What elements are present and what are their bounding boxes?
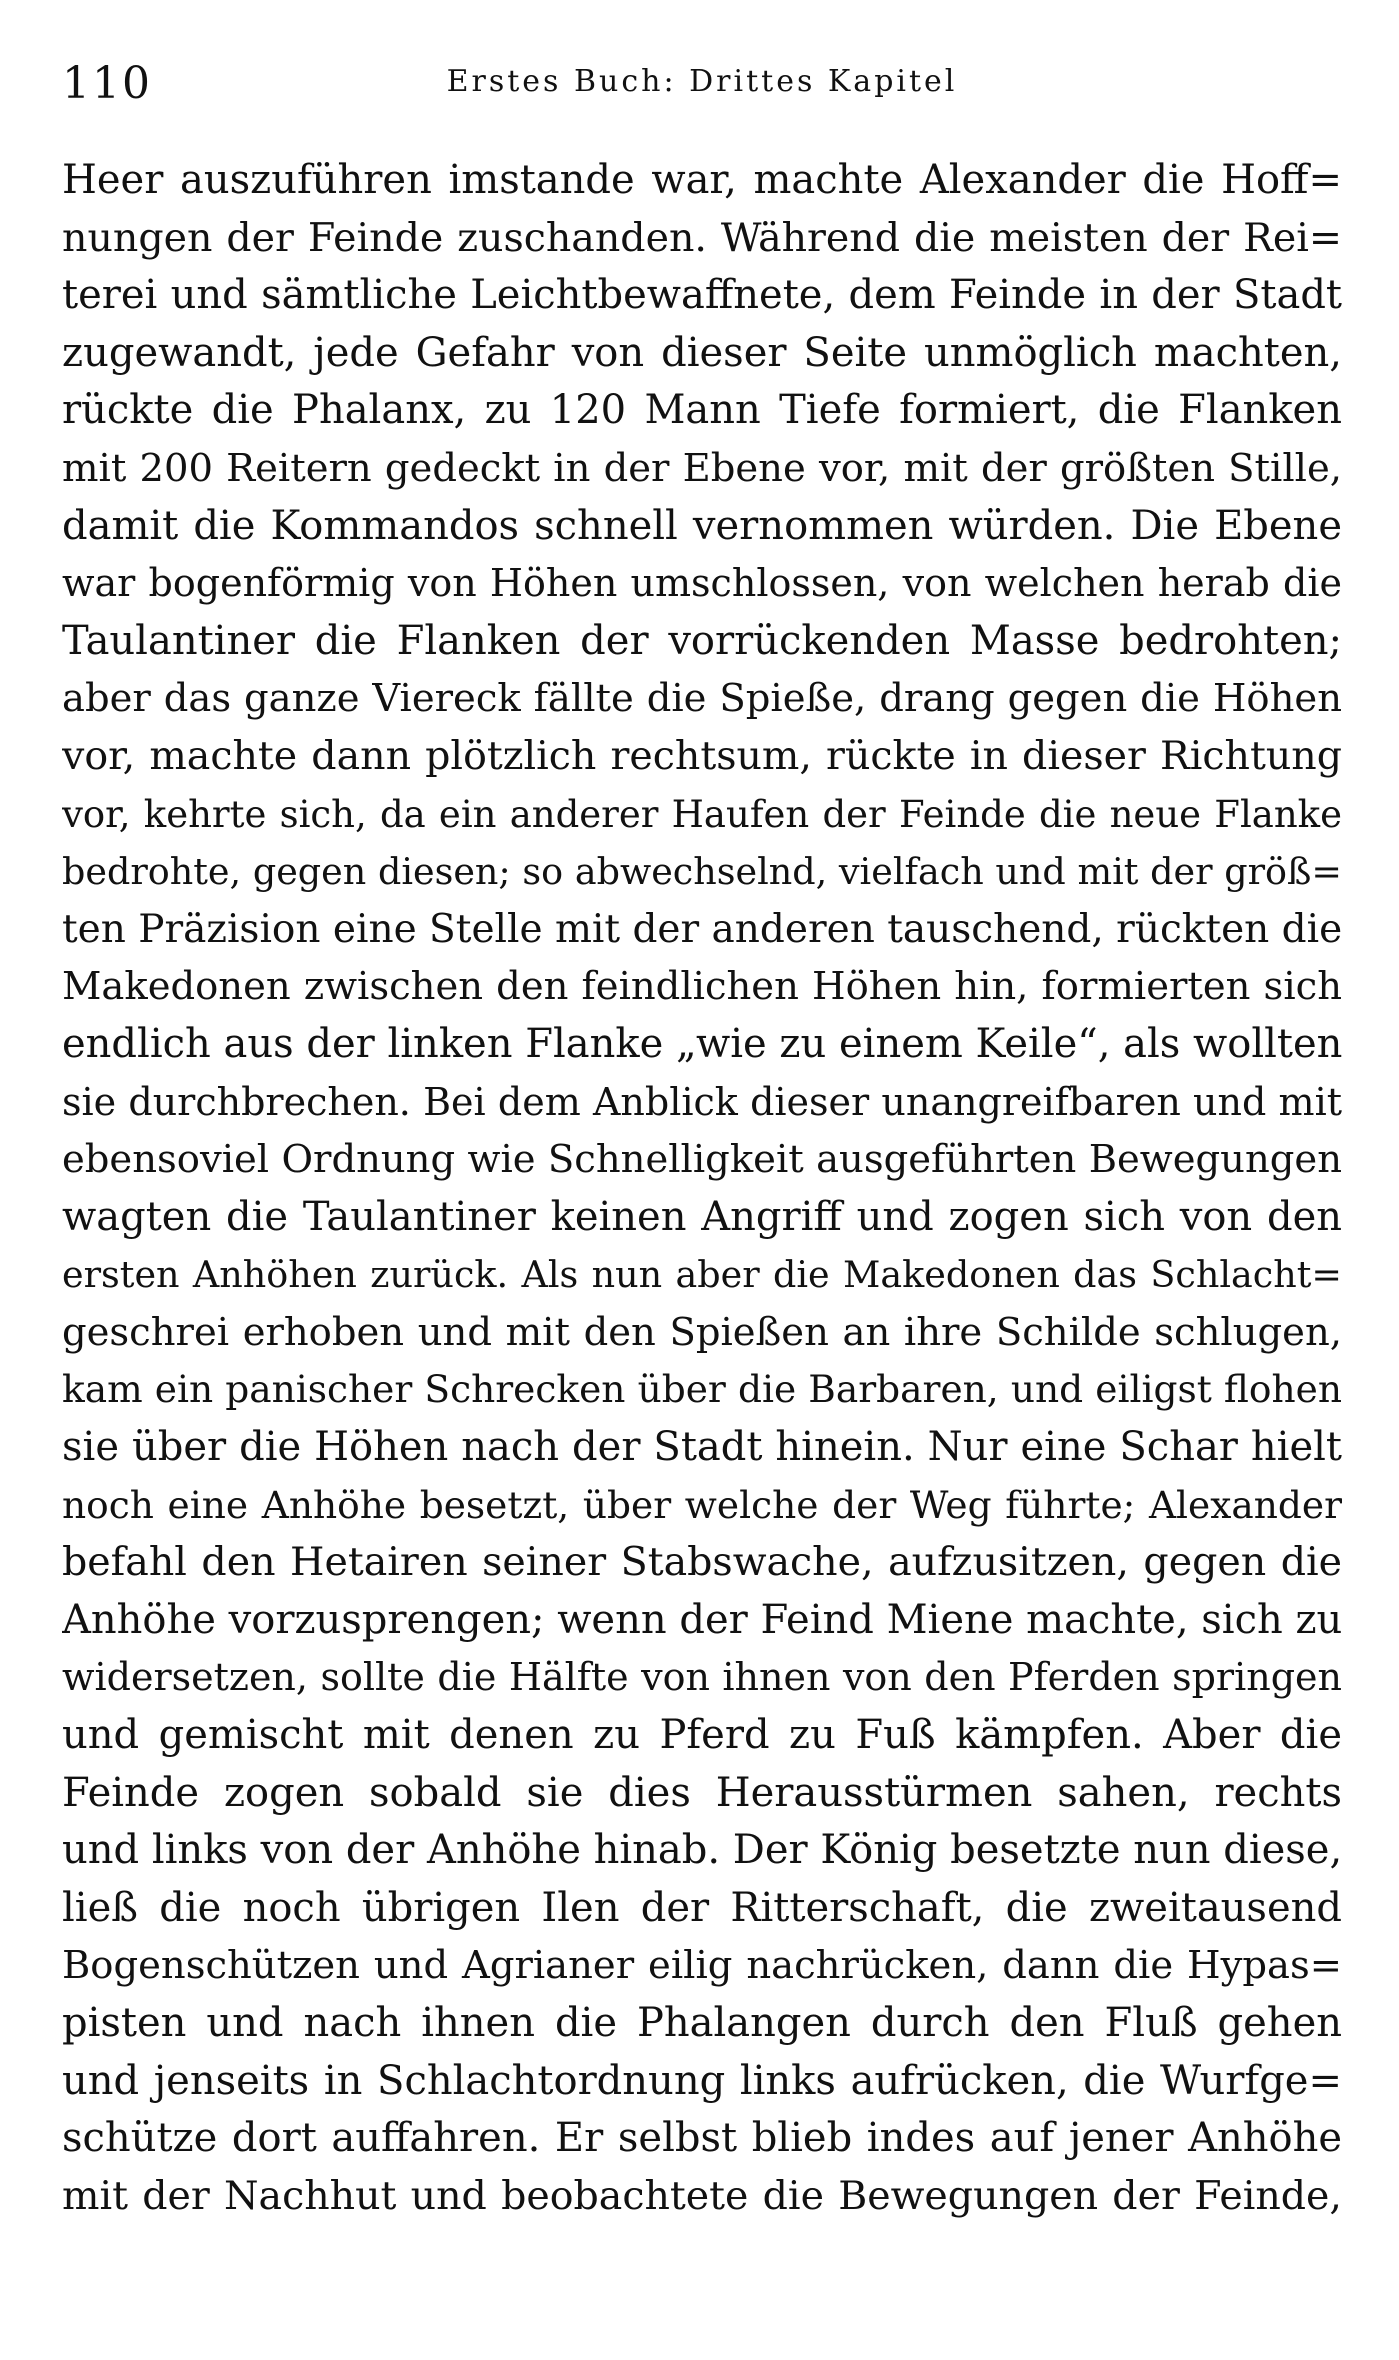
text-line: Makedonen zwischen den feindlichen Höhen hin, formierten sich	[62, 964, 1342, 1010]
text-line: geschrei erhoben und mit den Spießen an ihre Schilde schlugen,	[62, 1309, 1342, 1355]
text-line: Heer auszuführen imstande war, machte Alexander die Hoff=	[62, 157, 1342, 203]
body-text	[62, 152, 1342, 2225]
text-line: Taulantiner die Flanken der vorrückenden Masse bedrohten;	[62, 617, 1342, 664]
text-line: und jenseits in Schlachtordnung links aufrücken, die Wurfge=	[62, 2057, 1342, 2104]
text-line: schütze dort auffahren. Er selbst blieb indes auf jener Anhöhe	[62, 2115, 1342, 2162]
text-line: mit der Nachhut und beobachtete die Bewegungen der Feinde,	[62, 2172, 1342, 2219]
text-line: und links von der Anhöhe hinab. Der König besetzte nun diese,	[62, 1827, 1342, 1874]
text-line: ebensoviel Ordnung wie Schnelligkeit ausgeführten Bewegungen	[62, 1137, 1342, 1183]
text-line: mit 200 Reitern gedeckt in der Ebene vor, mit der größten Stille,	[62, 445, 1342, 491]
text-line: Anhöhe vorzusprengen; wenn der Feind Miene machte, sich zu	[62, 1596, 1342, 1643]
text-line: damit die Kommandos schnell vernommen würden. Die Ebene	[62, 502, 1342, 549]
text-line: und gemischt mit denen zu Pferd zu Fuß kämpfen. Aber die	[62, 1712, 1342, 1759]
text-line: Feinde zogen sobald sie dies Herausstürmen sahen, rechts	[62, 1769, 1342, 1816]
text-line: ten Präzision eine Stelle mit der anderen tauschend, rückten die	[62, 906, 1342, 952]
text-line: rückte die Phalanx, zu 120 Mann Tiefe formiert, die Flanken	[62, 387, 1342, 434]
text-line: wagten die Taulantiner keinen Angriff und zogen sich von den	[62, 1193, 1342, 1240]
text-line: vor, kehrte sich, da ein anderer Haufen der Feinde die neue Flanke	[62, 792, 1342, 836]
text-line: endlich aus der linken Flanke „wie zu einem Keile“, als wollten	[62, 1020, 1342, 1067]
text-line: widersetzen, sollte die Hälfte von ihnen von den Pferden springen	[62, 1655, 1342, 1700]
text-line: ersten Anhöhen zurück. Als nun aber die Makedonen das Schlacht=	[62, 1253, 1342, 1297]
text-line: nungen der Feinde zuschanden. Während die meisten der Rei=	[62, 214, 1342, 261]
text-line: noch eine Anhöhe besetzt, über welche der Weg führte; Alexander	[62, 1482, 1342, 1527]
running-head: Erstes Buch: Drittes Kapitel	[446, 64, 958, 99]
text-line: zugewandt, jede Gefahr von dieser Seite unmöglich machten,	[62, 329, 1342, 376]
text-line: sie über die Höhen nach der Stadt hinein. Nur eine Schar hielt	[62, 1424, 1342, 1471]
text-line: pisten und nach ihnen die Phalangen durch den Fluß gehen	[62, 2000, 1342, 2046]
text-line: aber das ganze Viereck fällte die Spieße, drang gegen die Höhen	[62, 676, 1342, 722]
text-line: ließ die noch übrigen Ilen der Ritterschaft, die zweitausend	[62, 1884, 1342, 1931]
text-line: Bogenschützen und Agrianer eilig nachrücken, dann die Hypas=	[62, 1943, 1342, 1989]
book-page	[62, 40, 1342, 2219]
text-line: kam ein panischer Schrecken über die Barbaren, und eiligst flohen	[62, 1367, 1342, 1412]
text-line: befahl den Hetairen seiner Stabswache, aufzusitzen, gegen die	[62, 1539, 1342, 1586]
text-line: sie durchbrechen. Bei dem Anblick dieser unangreifbaren und mit	[62, 1079, 1342, 1124]
text-line: war bogenförmig von Höhen umschlossen, von welchen herab die	[62, 561, 1342, 606]
page-header	[62, 40, 1342, 120]
text-line: vor, machte dann plötzlich rechtsum, rückte in dieser Richtung	[62, 732, 1342, 779]
text-line: bedrohte, gegen diesen; so abwechselnd, vielfach und mit der größ=	[62, 850, 1342, 894]
text-line: terei und sämtliche Leichtbewaffnete, dem Feinde in der Stadt	[62, 272, 1342, 319]
page-number: 110	[62, 58, 152, 109]
